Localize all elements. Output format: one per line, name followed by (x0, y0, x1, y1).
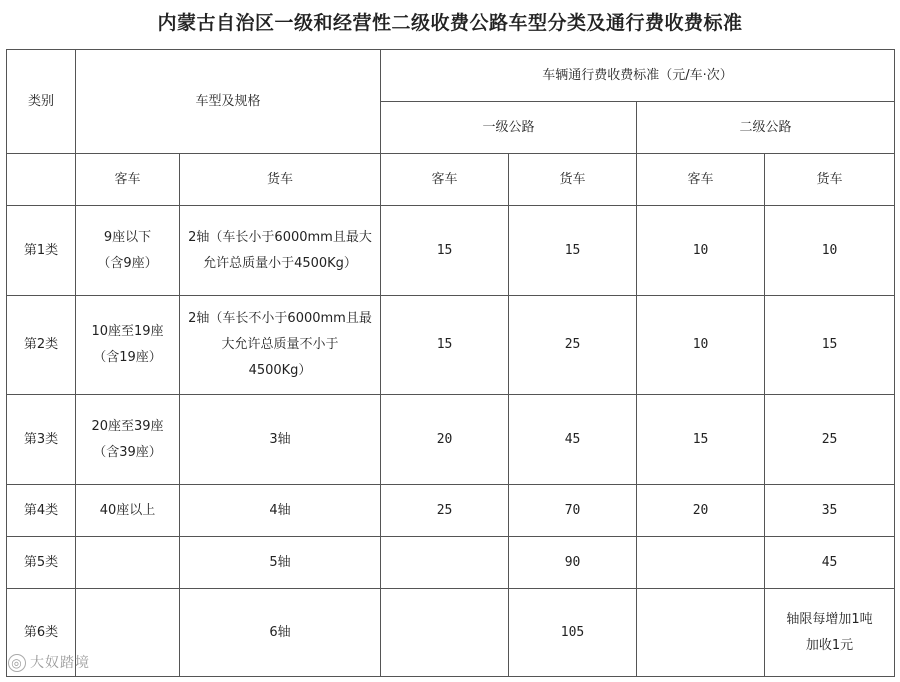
row-truck-spec-line: 大允许总质量不小于 (221, 337, 339, 352)
row-category: 第3类 (7, 395, 76, 485)
watermark (8, 652, 90, 672)
row-l2-truck-fee-line: 轴限每增加1吨 (786, 611, 873, 627)
table-row (7, 206, 895, 296)
row-truck-spec-line: 4500Kg） (248, 363, 312, 378)
row-l2-passenger-fee: 10 (637, 206, 765, 296)
row-l1-truck-fee: 105 (509, 589, 637, 677)
row-l2-truck-fee: 35 (765, 485, 895, 537)
row-passenger-spec (76, 206, 180, 296)
row-passenger-spec-line: 9座以下 (103, 229, 152, 245)
row-passenger-spec (76, 395, 180, 485)
row-truck-spec (180, 206, 381, 296)
header-level1-road: 一级公路 (381, 102, 637, 154)
row-l2-truck-fee-line: 加收1元 (805, 637, 854, 653)
header-category: 类别 (7, 50, 76, 154)
row-truck-spec-line: 5轴 (269, 554, 291, 570)
row-truck-spec (180, 589, 381, 677)
row-category: 第6类 (7, 589, 76, 677)
row-passenger-spec-line: （含9座） (97, 255, 158, 271)
header-row-1 (7, 50, 895, 102)
row-passenger-spec-line: 40座以上 (99, 502, 156, 518)
row-passenger-spec (76, 485, 180, 537)
table-row (7, 395, 895, 485)
header-fee-standard: 车辆通行费收费标准（元/车·次） (381, 50, 895, 102)
header-blank (7, 154, 76, 206)
row-l2-truck-fee (765, 589, 895, 677)
header-l2-truck: 货车 (765, 154, 895, 206)
row-l1-truck-fee: 90 (509, 537, 637, 589)
row-passenger-spec (76, 537, 180, 589)
header-truck: 货车 (180, 154, 381, 206)
row-category: 第1类 (7, 206, 76, 296)
row-l2-passenger-fee: 20 (637, 485, 765, 537)
row-truck-spec (180, 395, 381, 485)
row-passenger-spec-line: （含39座） (93, 444, 162, 460)
row-l2-truck-fee: 25 (765, 395, 895, 485)
row-truck-spec-line: 2轴（车长小于6000mm且最大 (188, 229, 372, 245)
row-l1-passenger-fee (381, 589, 509, 677)
header-l1-truck: 货车 (509, 154, 637, 206)
row-l1-truck-fee: 45 (509, 395, 637, 485)
row-passenger-spec-line: 20座至39座 (91, 418, 164, 434)
row-truck-spec-line: 6轴 (269, 624, 291, 640)
table-row (7, 589, 895, 677)
watermark-logo-icon: ◎ (8, 654, 26, 672)
row-l1-passenger-fee: 15 (381, 206, 509, 296)
row-l2-passenger-fee: 15 (637, 395, 765, 485)
row-truck-spec-line: 3轴 (269, 431, 291, 447)
row-truck-spec-line: 允许总质量小于4500Kg） (203, 255, 357, 271)
row-l2-truck-fee: 10 (765, 206, 895, 296)
header-row-3 (7, 154, 895, 206)
row-l1-passenger-fee: 15 (381, 296, 509, 395)
row-l1-truck-fee: 15 (509, 206, 637, 296)
row-truck-spec (180, 537, 381, 589)
row-l2-truck-fee: 45 (765, 537, 895, 589)
row-l2-truck-fee: 15 (765, 296, 895, 395)
toll-fee-table (6, 49, 895, 677)
row-passenger-spec-line: （含19座） (93, 350, 162, 365)
table-row (7, 296, 895, 395)
row-passenger-spec (76, 589, 180, 677)
row-truck-spec-line: 4轴 (269, 502, 291, 518)
row-passenger-spec-line: 10座至19座 (91, 324, 164, 339)
page-title: 内蒙古自治区一级和经营性二级收费公路车型分类及通行费收费标准 (157, 12, 743, 34)
row-truck-spec (180, 296, 381, 395)
header-l1-passenger: 客车 (381, 154, 509, 206)
row-truck-spec-line: 2轴（车长不小于6000mm且最 (188, 311, 372, 326)
row-l1-truck-fee: 25 (509, 296, 637, 395)
table-row (7, 537, 895, 589)
row-passenger-spec (76, 296, 180, 395)
row-l2-passenger-fee (637, 589, 765, 677)
row-l1-passenger-fee: 25 (381, 485, 509, 537)
row-l1-passenger-fee: 20 (381, 395, 509, 485)
watermark-text: 大奴踏境 (30, 655, 90, 671)
row-category: 第4类 (7, 485, 76, 537)
row-l2-passenger-fee: 10 (637, 296, 765, 395)
header-passenger: 客车 (76, 154, 180, 206)
header-level2-road: 二级公路 (637, 102, 895, 154)
row-l1-passenger-fee (381, 537, 509, 589)
row-l2-passenger-fee (637, 537, 765, 589)
row-truck-spec (180, 485, 381, 537)
row-category: 第2类 (7, 296, 76, 395)
header-l2-passenger: 客车 (637, 154, 765, 206)
header-vehicle-spec: 车型及规格 (76, 50, 381, 154)
row-l1-truck-fee: 70 (509, 485, 637, 537)
table-row (7, 485, 895, 537)
row-category: 第5类 (7, 537, 76, 589)
